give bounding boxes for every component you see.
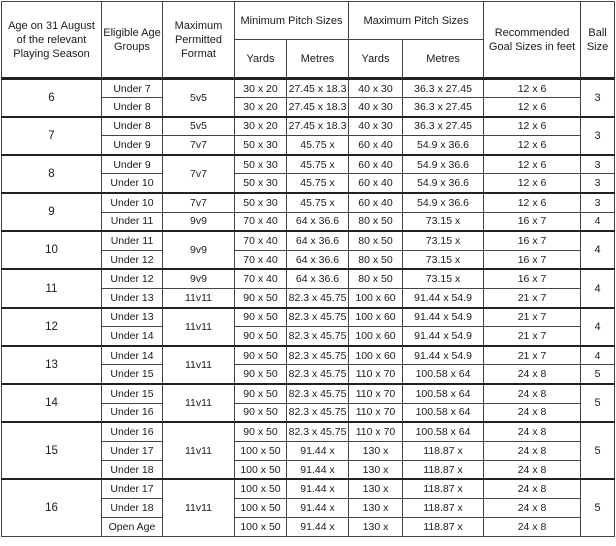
min-metres-cell: 91.44 x (287, 518, 349, 537)
max-metres-cell: 36.3 x 27.45 (403, 98, 484, 117)
age-cell: 16 (2, 479, 102, 536)
min-yards-cell: 90 x 50 (235, 365, 287, 384)
format-cell: 9v9 (163, 269, 235, 288)
min-metres-cell: 45.75 x (287, 193, 349, 212)
table-row (2, 231, 615, 250)
max-metres-cell: 73.15 x (403, 231, 484, 250)
max-metres-cell: 73.15 x (403, 250, 484, 269)
ball-size-cell: 3 (581, 193, 615, 212)
goal-size-cell: 12 x 6 (484, 98, 581, 117)
min-metres-cell: 82.3 x 45.75 (287, 365, 349, 384)
age-group-cell: Under 17 (102, 479, 163, 498)
max-yards-cell: 80 x 50 (349, 231, 403, 250)
min-metres-cell: 27.45 x 18.3 (287, 79, 349, 98)
min-yards-cell: 100 x 50 (235, 460, 287, 479)
goal-size-cell: 24 x 8 (484, 499, 581, 518)
age-cell: 11 (2, 269, 102, 307)
goal-size-cell: 12 x 6 (484, 136, 581, 155)
header-goal-sizes: Recommended Goal Sizes in feet (484, 2, 581, 79)
max-metres-cell: 100.58 x 64 (403, 422, 484, 441)
max-yards-cell: 80 x 50 (349, 250, 403, 269)
max-metres-cell: 118.87 x (403, 441, 484, 460)
goal-size-cell: 24 x 8 (484, 518, 581, 537)
min-metres-cell: 82.3 x 45.75 (287, 384, 349, 403)
format-cell: 7v7 (163, 136, 235, 155)
min-metres-cell: 45.75 x (287, 155, 349, 174)
min-yards-cell: 90 x 50 (235, 384, 287, 403)
min-yards-cell: 70 x 40 (235, 250, 287, 269)
min-yards-cell: 50 x 30 (235, 155, 287, 174)
min-metres-cell: 64 x 36.6 (287, 250, 349, 269)
format-cell: 7v7 (163, 193, 235, 212)
age-group-cell: Under 14 (102, 327, 163, 346)
max-yards-cell: 110 x 70 (349, 403, 403, 422)
max-metres-cell: 100.58 x 64 (403, 365, 484, 384)
max-metres-cell: 54.9 x 36.6 (403, 193, 484, 212)
age-group-cell: Under 12 (102, 269, 163, 288)
goal-size-cell: 24 x 8 (484, 403, 581, 422)
min-yards-cell: 30 x 20 (235, 98, 287, 117)
format-cell: 11v11 (163, 384, 235, 422)
ball-size-cell: 4 (581, 346, 615, 365)
min-metres-cell: 91.44 x (287, 479, 349, 498)
goal-size-cell: 24 x 8 (484, 460, 581, 479)
header-min-metres: Metres (287, 40, 349, 79)
max-yards-cell: 60 x 40 (349, 136, 403, 155)
goal-size-cell: 21 x 7 (484, 308, 581, 327)
min-metres-cell: 27.45 x 18.3 (287, 117, 349, 136)
min-metres-cell: 64 x 36.6 (287, 212, 349, 231)
max-yards-cell: 130 x (349, 460, 403, 479)
min-metres-cell: 91.44 x (287, 499, 349, 518)
max-yards-cell: 130 x (349, 518, 403, 537)
max-yards-cell: 110 x 70 (349, 422, 403, 441)
min-yards-cell: 90 x 50 (235, 403, 287, 422)
age-group-cell: Under 11 (102, 231, 163, 250)
ball-size-cell: 4 (581, 231, 615, 269)
ball-size-cell: 3 (581, 155, 615, 174)
min-metres-cell: 64 x 36.6 (287, 269, 349, 288)
age-cell: 13 (2, 346, 102, 384)
age-group-cell: Under 16 (102, 422, 163, 441)
max-yards-cell: 110 x 70 (349, 365, 403, 384)
max-yards-cell: 40 x 30 (349, 98, 403, 117)
age-cell: 8 (2, 155, 102, 193)
age-group-cell: Under 18 (102, 499, 163, 518)
ball-size-cell: 4 (581, 308, 615, 346)
min-yards-cell: 90 x 50 (235, 346, 287, 365)
max-metres-cell: 91.44 x 54.9 (403, 308, 484, 327)
max-yards-cell: 130 x (349, 499, 403, 518)
table-row (2, 269, 615, 288)
min-yards-cell: 30 x 20 (235, 117, 287, 136)
age-group-cell: Under 15 (102, 365, 163, 384)
format-cell: 5v5 (163, 117, 235, 136)
ball-size-cell: 5 (581, 384, 615, 422)
min-yards-cell: 70 x 40 (235, 269, 287, 288)
max-metres-cell: 73.15 x (403, 269, 484, 288)
age-cell: 12 (2, 308, 102, 346)
goal-size-cell: 16 x 7 (484, 231, 581, 250)
table-row (2, 155, 615, 174)
age-group-cell: Under 16 (102, 403, 163, 422)
table-body (2, 79, 615, 537)
table-row (2, 117, 615, 136)
max-metres-cell: 73.15 x (403, 212, 484, 231)
age-cell: 7 (2, 117, 102, 155)
age-group-cell: Under 9 (102, 136, 163, 155)
age-group-cell: Under 17 (102, 441, 163, 460)
max-yards-cell: 40 x 30 (349, 117, 403, 136)
age-cell: 6 (2, 79, 102, 117)
max-yards-cell: 100 x 60 (349, 308, 403, 327)
max-metres-cell: 91.44 x 54.9 (403, 289, 484, 308)
goal-size-cell: 16 x 7 (484, 269, 581, 288)
min-metres-cell: 45.75 x (287, 136, 349, 155)
goal-size-cell: 24 x 8 (484, 441, 581, 460)
ball-size-cell: 5 (581, 479, 615, 536)
table-row (2, 422, 615, 441)
min-metres-cell: 64 x 36.6 (287, 231, 349, 250)
format-cell: 7v7 (163, 155, 235, 193)
table-row (2, 346, 615, 365)
header-max-format: Maximum Permitted Format (163, 2, 235, 79)
max-yards-cell: 130 x (349, 479, 403, 498)
age-group-cell: Under 13 (102, 308, 163, 327)
header-max-pitch: Maximum Pitch Sizes (349, 2, 484, 40)
max-metres-cell: 36.3 x 27.45 (403, 117, 484, 136)
min-yards-cell: 50 x 30 (235, 136, 287, 155)
ball-size-cell: 4 (581, 269, 615, 307)
age-group-cell: Under 18 (102, 460, 163, 479)
table-row (2, 308, 615, 327)
header-eligible-age-groups: Eligible Age Groups (102, 2, 163, 79)
max-yards-cell: 80 x 50 (349, 212, 403, 231)
min-yards-cell: 100 x 50 (235, 499, 287, 518)
header-ball-size: Ball Size (581, 2, 615, 79)
max-metres-cell: 100.58 x 64 (403, 403, 484, 422)
min-metres-cell: 45.75 x (287, 174, 349, 193)
goal-size-cell: 16 x 7 (484, 250, 581, 269)
format-cell: 11v11 (163, 422, 235, 479)
max-metres-cell: 100.58 x 64 (403, 384, 484, 403)
goal-size-cell: 12 x 6 (484, 193, 581, 212)
max-yards-cell: 60 x 40 (349, 155, 403, 174)
ball-size-cell: 4 (581, 212, 615, 231)
min-metres-cell: 82.3 x 45.75 (287, 289, 349, 308)
goal-size-cell: 21 x 7 (484, 346, 581, 365)
min-metres-cell: 82.3 x 45.75 (287, 346, 349, 365)
min-yards-cell: 100 x 50 (235, 441, 287, 460)
max-metres-cell: 91.44 x 54.9 (403, 346, 484, 365)
max-metres-cell: 54.9 x 36.6 (403, 136, 484, 155)
goal-size-cell: 12 x 6 (484, 79, 581, 98)
format-cell: 11v11 (163, 346, 235, 384)
max-metres-cell: 118.87 x (403, 479, 484, 498)
table-row (2, 384, 615, 403)
age-group-cell: Under 15 (102, 384, 163, 403)
ball-size-cell: 3 (581, 117, 615, 155)
format-cell: 5v5 (163, 79, 235, 117)
max-metres-cell: 118.87 x (403, 460, 484, 479)
age-cell: 9 (2, 193, 102, 231)
table-row (2, 193, 615, 212)
header-max-yards: Yards (349, 40, 403, 79)
min-yards-cell: 50 x 30 (235, 193, 287, 212)
goal-size-cell: 24 x 8 (484, 422, 581, 441)
goal-size-cell: 12 x 6 (484, 174, 581, 193)
age-group-cell: Under 11 (102, 212, 163, 231)
max-yards-cell: 110 x 70 (349, 384, 403, 403)
max-metres-cell: 118.87 x (403, 499, 484, 518)
format-cell: 11v11 (163, 308, 235, 346)
age-group-cell: Under 12 (102, 250, 163, 269)
table-header (2, 2, 615, 79)
min-metres-cell: 82.3 x 45.75 (287, 308, 349, 327)
max-yards-cell: 40 x 30 (349, 79, 403, 98)
min-yards-cell: 90 x 50 (235, 327, 287, 346)
age-cell: 14 (2, 384, 102, 422)
max-metres-cell: 36.3 x 27.45 (403, 79, 484, 98)
min-yards-cell: 90 x 50 (235, 289, 287, 308)
min-metres-cell: 27.45 x 18.3 (287, 98, 349, 117)
age-group-cell: Under 9 (102, 155, 163, 174)
age-group-cell: Under 10 (102, 193, 163, 212)
header-min-yards: Yards (235, 40, 287, 79)
goal-size-cell: 21 x 7 (484, 327, 581, 346)
age-cell: 15 (2, 422, 102, 479)
ball-size-cell: 5 (581, 365, 615, 384)
goal-size-cell: 21 x 7 (484, 289, 581, 308)
pitch-size-table (1, 1, 615, 537)
max-metres-cell: 118.87 x (403, 518, 484, 537)
min-yards-cell: 70 x 40 (235, 231, 287, 250)
min-yards-cell: 100 x 50 (235, 518, 287, 537)
age-group-cell: Open Age (102, 518, 163, 537)
max-metres-cell: 54.9 x 36.6 (403, 174, 484, 193)
min-metres-cell: 82.3 x 45.75 (287, 422, 349, 441)
goal-size-cell: 12 x 6 (484, 117, 581, 136)
age-group-cell: Under 10 (102, 174, 163, 193)
min-metres-cell: 91.44 x (287, 460, 349, 479)
min-yards-cell: 100 x 50 (235, 479, 287, 498)
ball-size-cell: 3 (581, 79, 615, 117)
max-yards-cell: 100 x 60 (349, 346, 403, 365)
age-group-cell: Under 8 (102, 98, 163, 117)
format-cell: 11v11 (163, 479, 235, 536)
format-cell: 9v9 (163, 212, 235, 231)
ball-size-cell: 3 (581, 174, 615, 193)
min-metres-cell: 91.44 x (287, 441, 349, 460)
max-metres-cell: 91.44 x 54.9 (403, 327, 484, 346)
age-group-cell: Under 14 (102, 346, 163, 365)
goal-size-cell: 24 x 8 (484, 365, 581, 384)
max-yards-cell: 60 x 40 (349, 174, 403, 193)
format-cell: 11v11 (163, 289, 235, 308)
ball-size-cell: 5 (581, 422, 615, 479)
goal-size-cell: 16 x 7 (484, 212, 581, 231)
table-row (2, 479, 615, 498)
max-yards-cell: 130 x (349, 441, 403, 460)
age-group-cell: Under 7 (102, 79, 163, 98)
min-yards-cell: 30 x 20 (235, 79, 287, 98)
min-yards-cell: 50 x 30 (235, 174, 287, 193)
min-yards-cell: 90 x 50 (235, 308, 287, 327)
min-metres-cell: 82.3 x 45.75 (287, 403, 349, 422)
goal-size-cell: 24 x 8 (484, 479, 581, 498)
age-cell: 10 (2, 231, 102, 269)
max-yards-cell: 100 x 60 (349, 327, 403, 346)
age-group-cell: Under 8 (102, 117, 163, 136)
max-yards-cell: 60 x 40 (349, 193, 403, 212)
goal-size-cell: 24 x 8 (484, 384, 581, 403)
max-metres-cell: 54.9 x 36.6 (403, 155, 484, 174)
header-min-pitch: Minimum Pitch Sizes (235, 2, 349, 40)
format-cell: 9v9 (163, 231, 235, 269)
header-age: Age on 31 August of the relevant Playing Season (2, 2, 102, 79)
max-yards-cell: 100 x 60 (349, 289, 403, 308)
min-yards-cell: 90 x 50 (235, 422, 287, 441)
min-yards-cell: 70 x 40 (235, 212, 287, 231)
header-max-metres: Metres (403, 40, 484, 79)
age-group-cell: Under 13 (102, 289, 163, 308)
table-row (2, 79, 615, 98)
min-metres-cell: 82.3 x 45.75 (287, 327, 349, 346)
max-yards-cell: 80 x 50 (349, 269, 403, 288)
goal-size-cell: 12 x 6 (484, 155, 581, 174)
